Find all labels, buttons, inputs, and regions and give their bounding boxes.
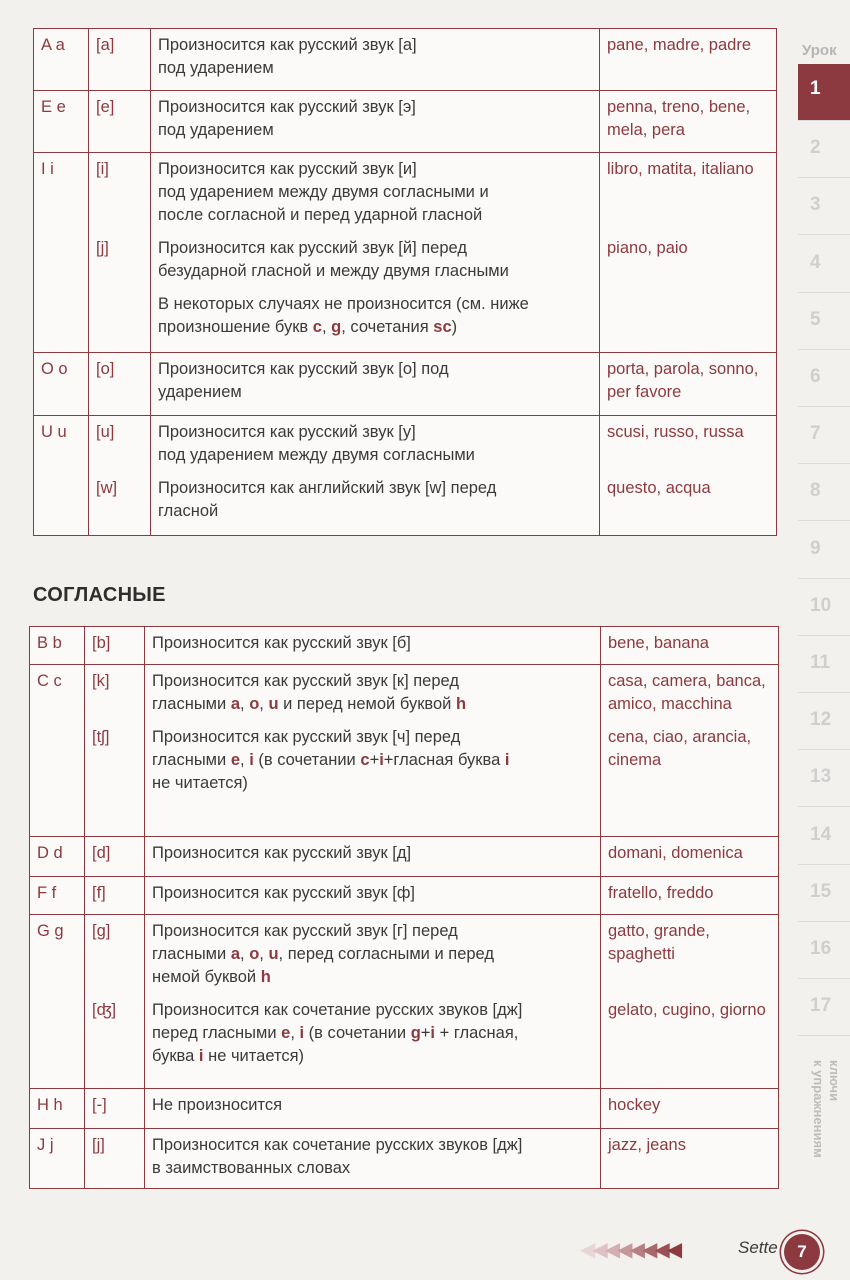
description-text: Произносится как русский звук [к] перед гласными a, o, u и перед немой буквой h [152, 672, 467, 713]
description-line: Произносится как русский звук [э] [158, 98, 416, 116]
arrow-icon: ◀ [580, 1239, 596, 1261]
decorative-arrows-icon [580, 1239, 683, 1261]
examples-cell [601, 915, 779, 1089]
description-text [158, 421, 592, 467]
examples-cell [601, 1089, 779, 1129]
letter-cell: A a [34, 29, 89, 91]
ipa-cell [85, 877, 145, 915]
description-line: Произносится как русский звук [ф] [152, 884, 416, 902]
sidebar-item-lesson-2[interactable]: 2 [798, 121, 850, 178]
table-row [34, 353, 777, 416]
ipa-cell [85, 915, 145, 1089]
ipa-cell [85, 665, 145, 837]
example-words: bene, banana [608, 634, 709, 652]
sidebar-keys-line2: к упражнениям [811, 1060, 826, 1158]
arrow-icon: ◀ [592, 1239, 608, 1261]
examples-cell [601, 877, 779, 915]
description-text [158, 158, 592, 227]
ipa-symbol: [u] [96, 423, 115, 441]
example-words: hockey [608, 1096, 661, 1114]
page-footer [580, 1232, 840, 1272]
letter-cell: F f [30, 877, 85, 915]
example-words: porta, parola, sonno, per favore [607, 360, 759, 401]
description-cell [145, 627, 601, 665]
sidebar-item-lesson-3[interactable]: 3 [798, 178, 850, 235]
letter-cell: U u [34, 416, 89, 536]
arrow-icon: ◀ [654, 1239, 670, 1261]
ipa-symbol: [ʤ] [92, 1001, 117, 1019]
description-text [158, 477, 592, 523]
example-words: questo, acqua [607, 479, 711, 497]
sidebar-item-lesson-4[interactable]: 4 [798, 236, 850, 293]
sidebar-item-lesson-7[interactable]: 7 [798, 407, 850, 464]
description-cell [145, 915, 601, 1089]
examples-cell [600, 353, 777, 416]
description-line: под ударением между двумя согласными [158, 446, 475, 464]
examples-cell [601, 627, 779, 665]
description-line: Произносится как русский звук [о] под [158, 360, 449, 378]
table-row [30, 665, 779, 837]
description-line: под ударением [158, 59, 274, 77]
ipa-cell [89, 416, 151, 536]
table-row [34, 416, 777, 536]
consonants-table [29, 626, 779, 1189]
sidebar-item-lesson-10[interactable]: 10 [798, 579, 850, 636]
example-words: domani, domenica [608, 844, 743, 862]
description-cell [145, 1089, 601, 1129]
arrow-icon: ◀ [641, 1239, 658, 1261]
page-number-word: Sette [738, 1238, 778, 1257]
sidebar-item-lesson-5[interactable]: 5 [798, 293, 850, 350]
ipa-cell [85, 1129, 145, 1189]
description-text [158, 96, 592, 142]
lesson-sidebar [798, 0, 850, 1230]
description-text [152, 632, 593, 655]
example-words: cena, ciao, arancia, cinema [608, 728, 752, 769]
sidebar-item-lesson-11[interactable]: 11 [798, 636, 850, 693]
ipa-cell [89, 353, 151, 416]
description-line: Произносится как русский звук [у] [158, 423, 416, 441]
example-words: libro, matita, italiano [607, 160, 754, 178]
example-words: gatto, grande, spaghetti [608, 922, 710, 963]
table-row [30, 837, 779, 877]
example-words: jazz, jeans [608, 1136, 686, 1154]
ipa-symbol: [b] [92, 634, 111, 652]
section-title-consonants: СОГЛАСНЫЕ [33, 584, 166, 606]
table-row [34, 153, 777, 353]
ipa-symbol: [j] [96, 239, 109, 257]
examples-cell [601, 837, 779, 877]
letter-cell: C c [30, 665, 85, 837]
sidebar-item-lesson-1[interactable]: 1 [798, 64, 850, 121]
ipa-symbol: [d] [92, 844, 111, 862]
sidebar-item-lesson-8[interactable]: 8 [798, 464, 850, 521]
description-cell [151, 91, 600, 153]
table-row [30, 1129, 779, 1189]
description-line: Произносится как русский звук [и] [158, 160, 417, 178]
ipa-symbol: [i] [96, 160, 109, 178]
letter-cell: B b [30, 627, 85, 665]
ipa-cell [89, 29, 151, 91]
example-words: casa, camera, banca, amico, macchina [608, 672, 766, 713]
description-line: гласной [158, 502, 219, 520]
description-line: под ударением [158, 121, 274, 139]
examples-cell [600, 91, 777, 153]
arrow-icon: ◀ [604, 1239, 621, 1261]
letter-cell: J j [30, 1129, 85, 1189]
description-text [158, 34, 592, 80]
description-text: Произносится как сочетание русских звуков [дж] перед гласными e, i (в сочетании g+i + гласная, буква i не читается) [152, 1001, 523, 1065]
description-text [152, 1134, 593, 1180]
description-line: после согласной и перед ударной гласной [158, 206, 483, 224]
sidebar-item-lesson-9[interactable]: 9 [798, 522, 850, 579]
description-cell [145, 877, 601, 915]
sidebar-item-lesson-6[interactable]: 6 [798, 350, 850, 407]
examples-cell [600, 416, 777, 536]
letter-cell: D d [30, 837, 85, 877]
description-line: Не произносится [152, 1096, 283, 1114]
examples-cell [601, 665, 779, 837]
arrow-icon: ◀ [617, 1239, 633, 1261]
letter-cell: I i [34, 153, 89, 353]
description-text: В некоторых случаях не произносится (см. ниже произношение букв c, g, сочетания sc) [158, 295, 529, 336]
description-cell [145, 665, 601, 837]
description-text [152, 842, 593, 865]
description-cell [151, 353, 600, 416]
table-row [30, 627, 779, 665]
examples-cell [601, 1129, 779, 1189]
description-cell [151, 153, 600, 353]
table-row [30, 877, 779, 915]
description-cell [151, 416, 600, 536]
example-words [607, 293, 769, 339]
table-row [30, 915, 779, 1089]
description-text [158, 358, 592, 404]
ipa-cell [85, 1089, 145, 1129]
page-number-badge: 7 [784, 1234, 820, 1270]
ipa-symbol: [tʃ] [92, 728, 110, 746]
vowels-table [33, 28, 777, 536]
sidebar-item-lesson-13[interactable]: 13 [798, 750, 850, 807]
examples-cell [600, 153, 777, 353]
sidebar-item-keys[interactable] [808, 1060, 848, 1190]
table-row [30, 1089, 779, 1129]
example-words: piano, paio [607, 239, 688, 257]
description-line: Произносится как английский звук [w] перед [158, 479, 497, 497]
ipa-cell [85, 837, 145, 877]
description-text [152, 882, 593, 905]
description-line: Произносится как русский звук [б] [152, 634, 411, 652]
ipa-symbol: [f] [92, 884, 106, 902]
example-words: pane, madre, padre [607, 36, 752, 54]
description-text [152, 1094, 593, 1117]
description-line: ударением [158, 383, 242, 401]
ipa-cell [89, 153, 151, 353]
ipa-symbol: [-] [92, 1096, 107, 1114]
description-text: Произносится как русский звук [г] перед гласными a, o, u, перед согласными и перед немой буквой h [152, 922, 494, 986]
example-words: penna, treno, bene, mela, pera [607, 98, 751, 139]
letter-cell: H h [30, 1089, 85, 1129]
table-row [34, 91, 777, 153]
description-cell [145, 837, 601, 877]
ipa-symbol: [o] [96, 360, 115, 378]
ipa-cell [89, 91, 151, 153]
ipa-symbol: [k] [92, 672, 110, 690]
sidebar-item-lesson-12[interactable]: 12 [798, 693, 850, 750]
examples-cell [600, 29, 777, 91]
description-cell [145, 1129, 601, 1189]
description-line: Произносится как русский звук [й] перед [158, 239, 467, 257]
ipa-symbol: [e] [96, 98, 115, 116]
ipa-symbol: [j] [92, 1136, 105, 1154]
description-line: безударной гласной и между двумя гласными [158, 262, 509, 280]
letter-cell: G g [30, 915, 85, 1089]
description-line: Произносится как русский звук [а] [158, 36, 417, 54]
description-text [158, 237, 592, 283]
example-words: scusi, russo, russa [607, 423, 744, 441]
ipa-symbol: [w] [96, 479, 118, 497]
letter-cell: O o [34, 353, 89, 416]
description-line: в заимствованных словах [152, 1159, 351, 1177]
arrow-icon: ◀ [629, 1239, 645, 1261]
arrow-icon: ◀ [666, 1239, 683, 1261]
sidebar-item-lesson-14[interactable]: 14 [798, 808, 850, 865]
table-row [34, 29, 777, 91]
description-line: Произносится как русский звук [д] [152, 844, 412, 862]
description-line: Произносится как сочетание русских звуков [дж] [152, 1136, 523, 1154]
sidebar-keys-line1: ключи [827, 1060, 842, 1102]
sidebar-label: Урок [802, 42, 837, 59]
description-cell [151, 29, 600, 91]
ipa-cell [85, 627, 145, 665]
sidebar-item-lesson-16[interactable]: 16 [798, 922, 850, 979]
ipa-symbol: [a] [96, 36, 115, 54]
ipa-symbol [96, 293, 143, 339]
description-text: Произносится как русский звук [ч] перед гласными e, i (в сочетании c+i+гласная буква i не читается) [152, 728, 510, 792]
sidebar-item-lesson-15[interactable]: 15 [798, 865, 850, 922]
letter-cell: E e [34, 91, 89, 153]
ipa-symbol: [g] [92, 922, 111, 940]
sidebar-item-lesson-17[interactable]: 17 [798, 979, 850, 1036]
example-words: gelato, cugino, giorno [608, 1001, 766, 1019]
example-words: fratello, freddo [608, 884, 714, 902]
description-line: под ударением между двумя согласными и [158, 183, 489, 201]
